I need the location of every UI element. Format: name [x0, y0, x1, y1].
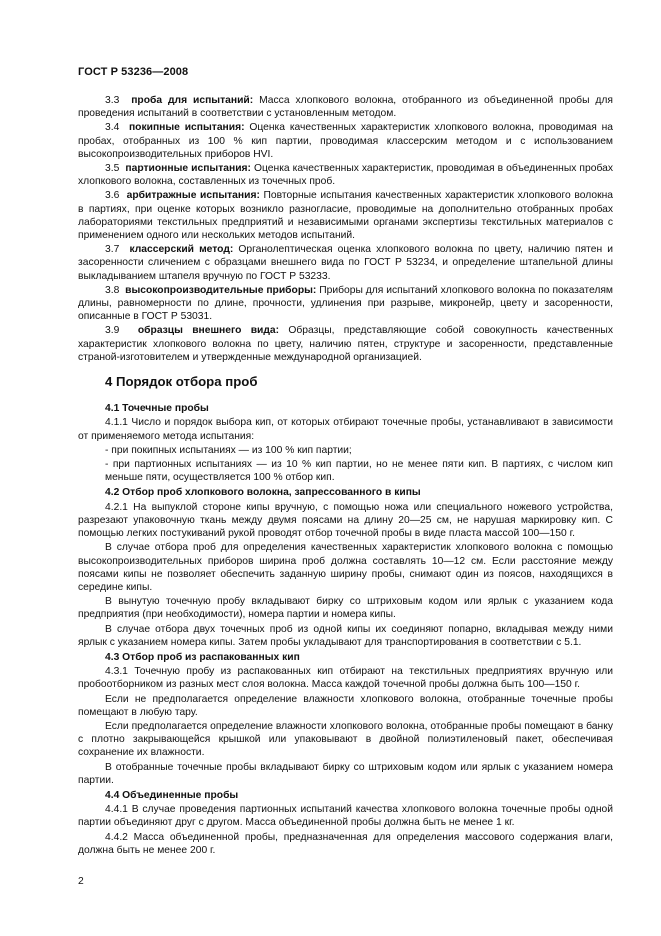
paragraph: В вынутую точечную пробу вкладывают бирку со штриховым кодом или ярлык с указанием кода предприятия (при необходимости), номера партии и номера кипы.: [78, 596, 613, 621]
definition-3-5: 3.5 партионные испытания: Оценка качественных характеристик, проводимая в объединенных пробах хлопкового волокна, составленных из точечных проб.: [78, 163, 613, 188]
term: классерский метод:: [129, 244, 234, 256]
list-item: - при покипных испытаниях — из 100 % кип партии;: [105, 444, 352, 456]
section-4-heading: 4 Порядок отбора проб: [105, 374, 258, 390]
term: покипные испытания:: [128, 122, 245, 134]
paragraph-4-1-1: 4.1.1 Число и порядок выбора кип, от которых отбирают точечные пробы, устанавливают в зависимости от применяемого метода испытания:: [78, 417, 613, 442]
paragraph: Если предполагается определение влажности хлопкового волокна, отобранные пробы помещают в банку с плотно закрывающейся крышкой или упаковывают в двойной полиэтиленовый пакет, обеспечивая сохранение их влажности.: [78, 720, 613, 759]
page-content: [78, 94, 613, 857]
term: высокопроизводительные приборы:: [125, 284, 317, 296]
definition-3-3: 3.3 проба для испытаний: Масса хлопкового волокна, отобранного из объединенной пробы для проведения испытаний в соответствии с установленным методом.: [78, 95, 613, 120]
definition-3-9: 3.9 образцы внешнего вида: Образцы, представляющие собой совокупность качественных характеристик хлопкового волокна по цвету, наличию пятен, структуре и засоренности, представленные страной-изготовителем и утвержденные международной организацией.: [78, 325, 613, 363]
paragraph: Если не предполагается определение влажности хлопкового волокна, отобранные точечные пробы помещают в любую тару.: [78, 693, 613, 718]
term: арбитражные испытания:: [126, 190, 260, 202]
paragraph-4-4-1: 4.4.1 В случае проведения партионных испытаний качества хлопкового волокна точечные пробы одной партии объединяют друг с другом. Масса объединенной пробы должна быть не менее 1 кг.: [78, 804, 613, 829]
definition-3-8: 3.8 высокопроизводительные приборы: Приборы для испытаний хлопкового волокна по показателям длины, равномерности по длине, прочности, удлинения при разрыве, микронейр, цвету и засоренности, описанные в ГОСТ Р 53031.: [78, 284, 613, 323]
term: образцы внешнего вида:: [137, 325, 280, 337]
subsection-4-3-heading: 4.3 Отбор проб из распакованных кип: [105, 651, 300, 663]
paragraph: В отобранные точечные пробы вкладывают бирку со штриховым кодом или ярлык с указанием номера партии.: [78, 761, 613, 786]
definition-3-4: 3.4 покипные испытания: Оценка качественных характеристик хлопкового волокна, проводимая на пробах, отобранных из 100 % кип партии, проводимая классерским методом и с использованием высокопроизводительных приборов HVI.: [78, 122, 613, 160]
paragraph: В случае отбора проб для определения качественных характеристик хлопкового волокна с помощью высокопроизводительных приборов ширина проб должна составлять 10—12 см. Если расстояние между поясами кипы не позволяет обеспечить заданную ширину пробы, снимают один из поясов, находящихся в середине кипы.: [78, 542, 613, 593]
subsection-4-1-heading: 4.1 Точечные пробы: [105, 403, 209, 415]
subsection-4-2-heading: 4.2 Отбор проб хлопкового волокна, запрессованного в кипы: [105, 487, 421, 499]
paragraph-4-4-2: 4.4.2 Масса объединенной пробы, предназначенная для определения массового содержания влаги, должна быть не менее 200 г.: [78, 831, 613, 856]
paragraph: В случае отбора двух точечных проб из одной кипы их соединяют попарно, вкладывая между ними ярлык с указанием номера кипы. Затем пробы укладывают для транспортирования в соответствии с 5.1.: [78, 623, 613, 648]
page-number: 2: [78, 876, 84, 887]
term: партионные испытания:: [125, 163, 251, 175]
paragraph-4-2-1: 4.2.1 На выпуклой стороне кипы вручную, с помощью ножа или специального ножевого устройства, разрезают упаковочную ткань между двумя поясами на длину 20—25 см, не нарушая маркировку кип. С помощью легких постукиваний рукой проводят отбор точечной пробы в виде пласта массой 100—150 г.: [78, 501, 613, 540]
list-item: - при партионных испытаниях — из 10 % кип партии, но не менее пяти кип. В партиях, с числом кип меньше пяти, осуществляется 100 % отбор кип.: [105, 459, 613, 484]
paragraph-4-3-1: 4.3.1 Точечную пробу из распакованных кип отбирают на текстильных предприятиях вручную или пробоотборником из разных мест слоя волокна. Масса каждой точечной пробы должна быть 100—150 г.: [78, 666, 613, 691]
subsection-4-4-heading: 4.4 Объединенные пробы: [105, 789, 239, 801]
definition-3-6: 3.6 арбитражные испытания: Повторные испытания качественных характеристик хлопкового волокна в партиях, при оценке которых возникло разногласие, проводимые на дополнительно отобранных пробах лабораториями текстильных предприятий и независимыми органами экспертизы текстильных материалов с применением одного или нескольких методов испытаний.: [78, 190, 613, 242]
document-header: ГОСТ Р 53236—2008: [78, 66, 189, 78]
definition-3-7: 3.7 классерский метод: Органолептическая оценка хлопкового волокна по цвету, наличию пятен и засоренности сличением с образцами внешнего вида по ГОСТ Р 53234, и определение штапельной длины выкладыванием штапеля вручную по ГОСТ Р 53233.: [78, 244, 613, 282]
term: проба для испытаний:: [131, 95, 254, 106]
